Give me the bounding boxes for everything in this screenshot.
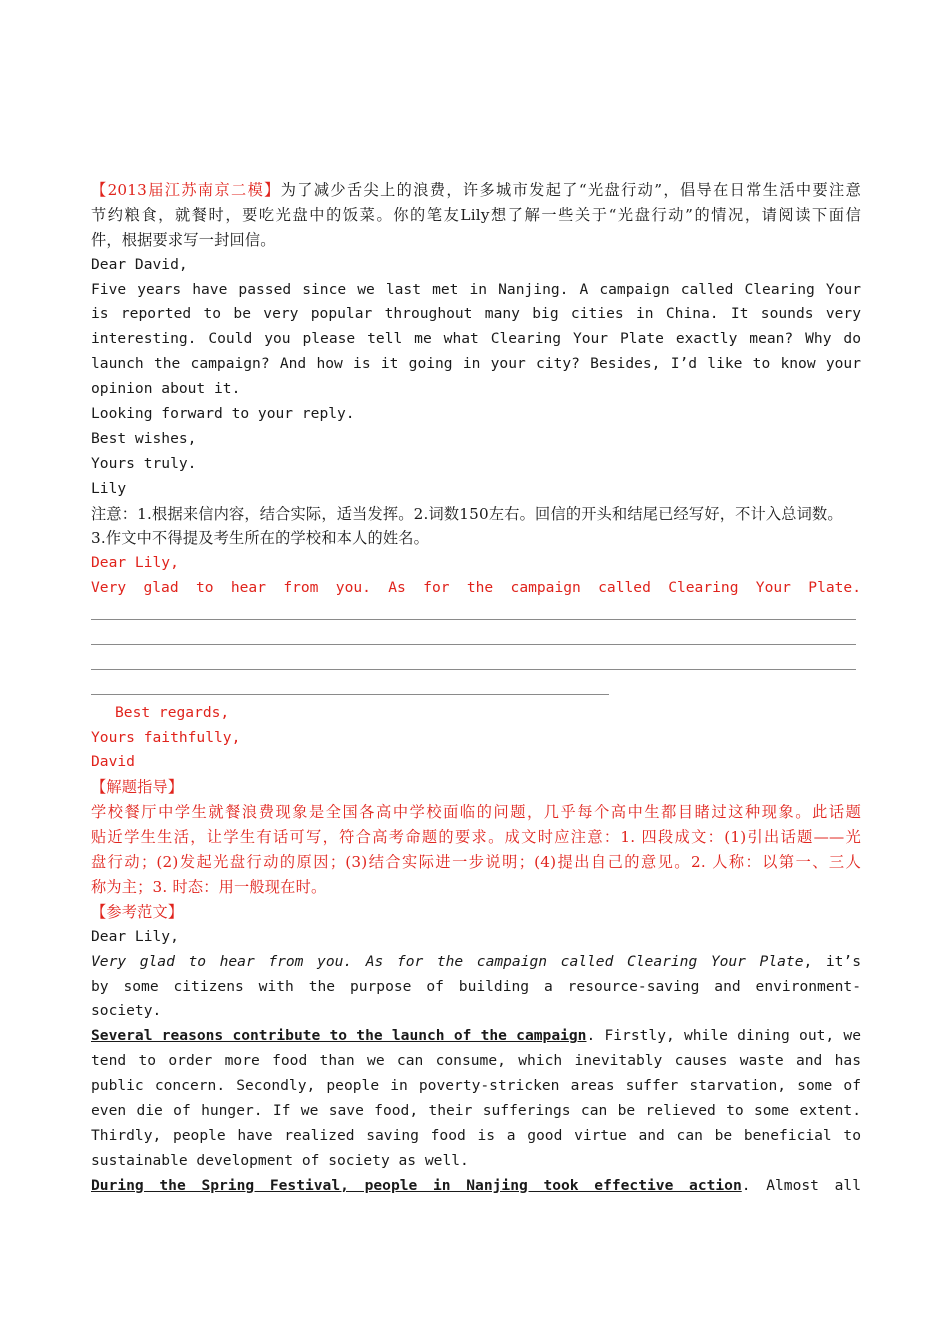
sample-p2-line-1: [91, 1024, 861, 1049]
notes-line-1: 注意：1.根据来信内容，结合实际，适当发挥。2.词数150左右。回信的开头和结尾已经写好，不计入总词数。: [91, 504, 843, 523]
letter-closing-1: Looking forward to your reply.: [91, 405, 355, 423]
letter-line: opinion about it.: [91, 380, 241, 398]
reply-signature: David: [91, 753, 135, 771]
answer-line: [91, 626, 861, 651]
prompt-line-3: 件，根据要求写一封回信。: [91, 230, 276, 249]
sample-p3-line-1: [91, 1174, 861, 1199]
sample-p2-line: public concern. Secondly, people in poverty-stricken areas suffer starvation, some of: [91, 1077, 861, 1095]
reply-signoff-2: Yours faithfully,: [91, 728, 241, 746]
sample-p1-line-3: society.: [91, 1002, 162, 1020]
sample-p1-rest: , it’s: [803, 952, 861, 970]
guidance-line-2: 贴近学生生活，让学生有话可写，符合高考命题的要求。成文时应注意：1. 四段成文：(1)引出话题——光: [91, 828, 861, 847]
reply-greeting: Dear Lily,: [91, 554, 179, 572]
answer-line: [91, 651, 861, 676]
sample-p2-line: sustainable development of society as well.: [91, 1151, 469, 1169]
guidance-line-1: 学校餐厅中学生就餐浪费现象是全国各高中学校面临的问题，几乎每个高中生都目睹过这种现象。此话题: [91, 803, 861, 822]
prompt-intro-1: 为了减少舌尖上的浪费，许多城市发起了“光盘行动”，倡导在日常生活中要注意: [280, 181, 861, 199]
letter-line: Five years have passed since we last met in Nanjing. A campaign called Clearing Your: [91, 280, 861, 298]
guidance-heading: 【解题指导】: [91, 778, 184, 797]
letter-closing-3: Yours truly.: [91, 454, 197, 472]
letter-line: interesting. Could you please tell me what Clearing Your Plate exactly mean? Why do: [91, 330, 861, 348]
prompt-line-2: 节约粮食，就餐时，要吃光盘中的饭菜。你的笔友Lily想了解一些关于“光盘行动”的情况，请阅读下面信: [91, 205, 861, 224]
source-tag: 【2013届江苏南京二模】: [91, 181, 281, 199]
sample-greeting: Dear Lily,: [91, 927, 179, 945]
reply-opening: Very glad to hear from you. As for the campaign called Clearing Your Plate.: [91, 579, 861, 597]
sample-p2-rest: . Firstly, while dining out, we: [586, 1027, 861, 1045]
guidance-line-4: 称为主；3. 时态：用一般现在时。: [91, 877, 327, 896]
letter-greeting: Dear David,: [91, 255, 188, 273]
answer-line: [91, 601, 861, 626]
sample-p2-line: tend to order more food than we can consume, which inevitably causes waste and has: [91, 1052, 861, 1070]
sample-p3-topic-sentence: During the Spring Festival, people in Nanjing took effective action: [91, 1176, 742, 1194]
prompt-line-1: [91, 178, 861, 203]
notes-line-2: 3.作文中不得提及考生所在的学校和本人的姓名。: [91, 529, 430, 548]
sample-p2-line: even die of hunger. If we save food, their sufferings can be relieved to some extent.: [91, 1101, 861, 1119]
sample-p2-line: Thirdly, people have realized saving food is a good virtue and can be beneficial to: [91, 1126, 861, 1144]
sample-heading: 【参考范文】: [91, 902, 184, 921]
reply-signoff-1: Best regards,: [115, 703, 230, 721]
letter-closing-2: Best wishes,: [91, 429, 197, 447]
sample-p1-line-2: by some citizens with the purpose of building a resource-saving and environment-: [91, 977, 861, 995]
letter-line: launch the campaign? And how is it going in your city? Besides, I’d like to know your: [91, 355, 861, 373]
answer-line: [91, 676, 861, 701]
document-page: [91, 178, 861, 1199]
letter-line: is reported to be very popular throughout many big cities in China. It sounds very: [91, 305, 861, 323]
sample-p1-line-1: [91, 950, 861, 975]
sample-p2-topic-sentence: Several reasons contribute to the launch of the campaign: [91, 1027, 587, 1045]
sample-p3-rest: . Almost all: [741, 1176, 861, 1194]
guidance-line-3: 盘行动；(2)发起光盘行动的原因；(3)结合实际进一步说明；(4)提出自己的意见。2. 人称：以第一、三人: [91, 853, 861, 872]
sample-p1-italic: Very glad to hear from you. As for the campaign called Clearing Your Plate: [91, 952, 804, 970]
letter-signature: Lily: [91, 479, 127, 497]
